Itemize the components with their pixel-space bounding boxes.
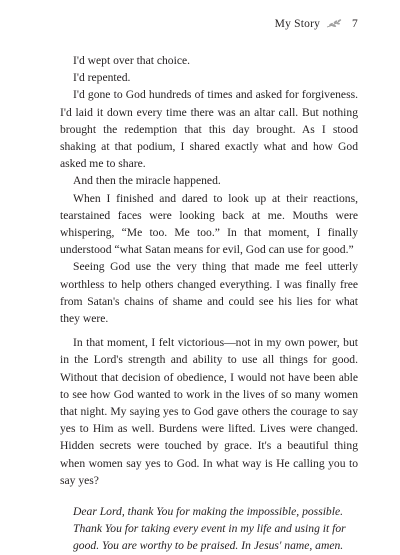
paragraph: When I finished and dared to look up at their reactions, tearstained faces were looking back at me. Mouths were whispering, “Me too. Me too.” In that moment, I finally understood “what Satan means for evil, God can use for good.” [60,191,358,257]
chapter-title: My Story [274,18,321,30]
prayer-line: Dear Lord, thank You for making the impossible, possible. [73,505,343,519]
prayer-block [60,503,358,555]
paragraph: I'd gone to God hundreds of times and asked for forgiveness. I'd laid it down every time there was an altar call. But nothing brought the redemption that this day brought. As I stood shaking at that podium, I shared exactly what and how God asked me to share. [60,88,358,171]
prayer-line: good. You are worthy to be praised. In Jesus' name, amen. [73,539,344,553]
paragraph: In that moment, I felt victorious—not in my own power, but in the Lord's strength and ability to use all things for good. Without that decision of obedience, I would not have been able to see how God wanted to work in the lives of so many women that night. My saying yes to God gave others the courage to say yes to Him as well. Burdens were lifted. Lives were changed. Hidden secrets were touched by grace. It's a beautiful thing when women say yes to God. In what way is He calling you to say yes? [60,336,358,487]
page-number: 7 [352,18,358,30]
paragraph: I'd repented. [73,71,131,85]
paragraph: Seeing God use the very thing that made me feel utterly worthless to help others changed everything. I was finally free from Satan's chains of shame and could see his lies for what they were. [60,260,358,326]
leaf-sprig-icon [326,19,342,29]
running-header [275,18,358,30]
prayer-line: Thank You for taking every event in my life and using it for [73,522,346,536]
paragraph: I'd wept over that choice. [73,54,191,67]
body-text [60,52,358,555]
paragraph: And then the miracle happened. [73,174,221,188]
